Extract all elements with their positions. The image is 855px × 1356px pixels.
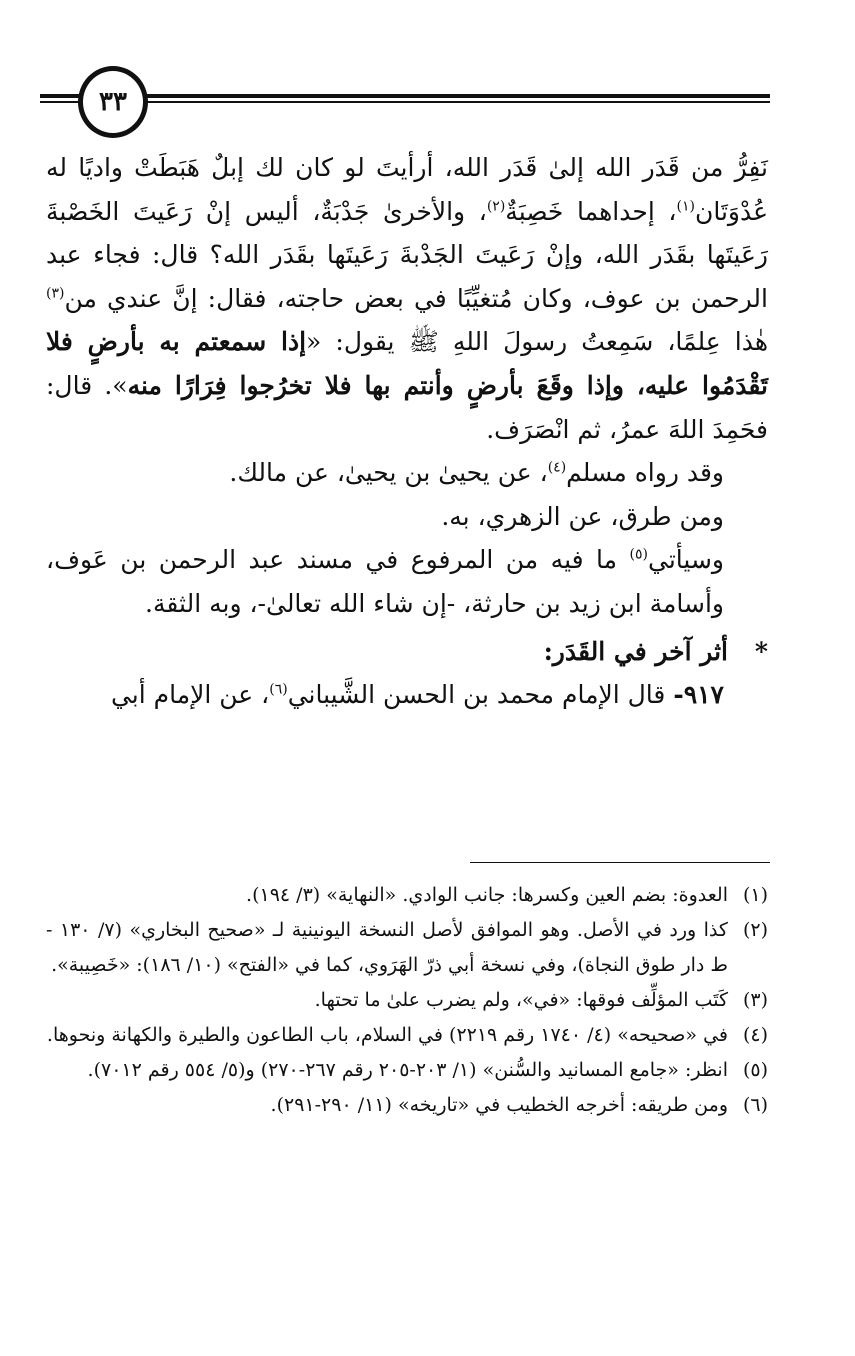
footnote bbox=[46, 1053, 768, 1088]
footnote-text: في «صحيحه» (٤/ ١٧٤٠ رقم ٢٢١٩) في السلام، باب الطاعون والطيرة والكهانة ونحوها. bbox=[46, 1024, 728, 1046]
paragraph-hadith bbox=[46, 146, 768, 451]
footnote bbox=[46, 878, 768, 913]
text-segment: ». قال: فحَمِدَ اللهَ عمرُ، ثم انْصَرَف. bbox=[46, 370, 768, 444]
footnote bbox=[46, 983, 768, 1018]
footnote-ref-2[interactable]: (٢) bbox=[486, 198, 506, 215]
paragraph-muslim bbox=[46, 451, 768, 495]
footnote-text: العدوة: بضم العين وكسرها: جانب الوادي. «النهاية» (٣/ ١٩٤). bbox=[246, 884, 728, 906]
footnote-ref-1[interactable]: (١) bbox=[676, 198, 695, 215]
main-text bbox=[46, 146, 768, 717]
hadith-quote: إذا سمعتم به بأرضٍ فلا تَقْدَمُوا عليه، وإذا وقَعَ بأرضٍ وأنتم بها فلا تخرُجوا فِرَارًا منه bbox=[46, 327, 768, 400]
text-segment: ، إحداهما خَصِبَةٌ bbox=[505, 196, 677, 226]
footnote-number: (٢) bbox=[742, 919, 768, 941]
header-rule-thin bbox=[130, 101, 770, 103]
footnote-text: كَتَب المؤلِّف فوقها: «في»، ولم يضرب علىٰ ما تحتها. bbox=[314, 989, 728, 1011]
text-segment: وقد رواه مسلم bbox=[566, 458, 724, 488]
footnote-ref-6[interactable]: (٦) bbox=[269, 681, 288, 698]
paragraph-917 bbox=[46, 673, 768, 717]
footnote-ref-3[interactable]: (٣) bbox=[46, 285, 65, 302]
footnote-text: ومن طريقه: أخرجه الخطيب في «تاريخه» (١١/ ٢٩٠-٢٩١). bbox=[270, 1094, 728, 1116]
text-segment: نَفِرُّ من قَدَر الله إلىٰ قَدَر الله، أرأيتَ لو كان لك إبلٌ هَبَطَتْ واديًا له عُدْوَتَان bbox=[46, 153, 769, 226]
footnote-ref-4[interactable]: (٤) bbox=[547, 459, 567, 476]
text-segment: قال الإمام محمد بن الحسن الشَّيباني bbox=[287, 680, 674, 710]
footnote-number: (٣) bbox=[742, 989, 768, 1011]
paragraph-zuhri: ومن طرق، عن الزهري، به. bbox=[441, 501, 724, 531]
header-rule-left-thin bbox=[40, 101, 80, 103]
heading-text: أثر آخر في القَدَر: bbox=[543, 636, 728, 666]
footnote-divider bbox=[470, 862, 770, 863]
text-segment: ، والأخرىٰ جَدْبَةٌ، أليس إنْ رَعَيتَ الخَصْبةَ رَعَيتَها بقَدَر الله، وإنْ رَعَيتَ الجَدْبةَ رَعَيتَها بقَدَر الله؟ قال: فجاء عبد الرحمن بن عوف، وكان مُتغيِّبًا في بعض حاجته، فقال: إنَّ عندي من bbox=[46, 196, 768, 313]
section-heading bbox=[46, 630, 768, 674]
footnote-text: انظر: «جامع المسانيد والسُّنن» (١/ ٢٠٣-٢٠٥ رقم ٢٦٧-٢٧٠) و(٥/ ٥٥٤ رقم ٧٠١٢). bbox=[87, 1059, 728, 1081]
star-icon: * bbox=[754, 636, 768, 666]
footnote-number: (١) bbox=[742, 884, 768, 906]
footnote-number: (٥) bbox=[742, 1059, 768, 1081]
text-segment: ما فيه من المرفوع في مسند عبد الرحمن بن عَوف، وأسامة ابن زيد بن حارثة، -إن شاء الله تعالىٰ-، وبه الثقة. bbox=[46, 545, 724, 618]
footnote bbox=[46, 1018, 768, 1053]
footnote-text: كذا ورد في الأصل. وهو الموافق لأصل النسخة اليونينية لـ «صحيح البخاري» (٧/ ١٣٠ - ط دار طوق النجاة)، وفي نسخة أبي ذرّ الهَرَوي، كما في «الفتح» (١٠/ ١٨٦): «خَصِيبة». bbox=[46, 919, 728, 976]
footnote bbox=[46, 913, 768, 983]
text-segment: ، عن الإمام أبي bbox=[110, 680, 270, 710]
text-segment: هٰذا عِلمًا، سَمِعتُ رسولَ اللهِ ﷺ يقول: « bbox=[306, 327, 768, 357]
page-number: ٣٣ bbox=[78, 66, 148, 138]
header-rule-left bbox=[40, 94, 80, 98]
header-rule bbox=[130, 94, 770, 98]
footnote bbox=[46, 1088, 768, 1123]
footnote-ref-5[interactable]: (٥) bbox=[629, 547, 649, 564]
page-header bbox=[40, 66, 770, 136]
footnote-number: (٦) bbox=[742, 1094, 768, 1116]
footnote-number: (٤) bbox=[742, 1024, 768, 1046]
paragraph-marfu bbox=[46, 538, 768, 625]
text-segment: وسيأتي bbox=[648, 545, 724, 575]
entry-number: ٩١٧- bbox=[673, 680, 724, 710]
text-segment: ، عن يحيىٰ بن يحيىٰ، عن مالك. bbox=[229, 458, 548, 488]
footnotes bbox=[46, 878, 768, 1123]
